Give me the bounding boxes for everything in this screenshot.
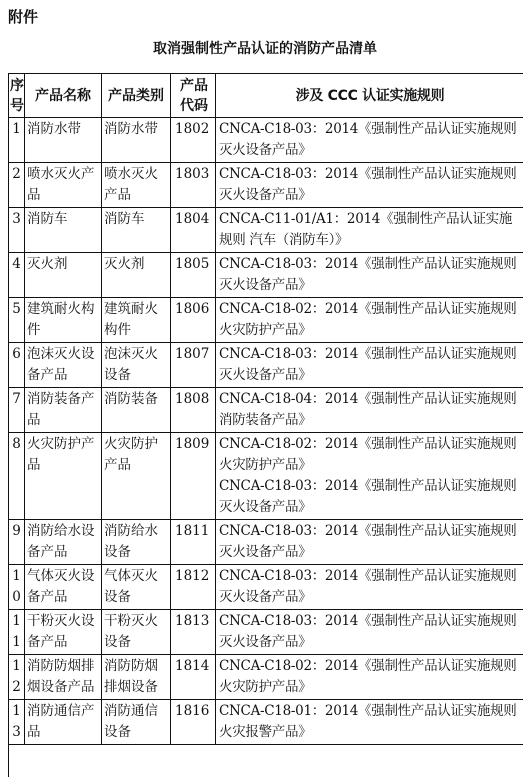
cell-ccc-rules — [216, 655, 524, 700]
ccc-rule-text: CNCA-C18-03：2014《强制性产品认证实施规则 灭火设备产品》 — [219, 568, 517, 605]
table-row — [9, 565, 523, 610]
cell-product-category: 气体灭火设备 — [102, 565, 171, 610]
table-row — [9, 700, 523, 745]
cell-product-name: 喷水灭火产品 — [25, 163, 102, 208]
cell-ccc-rules — [216, 298, 524, 343]
cell-product-category: 泡沫灭火设备 — [102, 343, 171, 388]
table-row — [9, 610, 523, 655]
product-table — [9, 74, 523, 745]
cell-product-category: 消防通信设备 — [102, 700, 171, 745]
cell-product-name: 建筑耐火构件 — [25, 298, 102, 343]
cell-no: 5 — [9, 298, 25, 343]
cell-product-category: 火灾防护产品 — [102, 433, 171, 520]
ccc-rule-text: CNCA-C18-03：2014《强制性产品认证实施规则 灭火设备产品》 — [219, 478, 517, 515]
cell-ccc-rules — [216, 163, 524, 208]
cell-product-code: 1804 — [171, 208, 216, 253]
cell-product-category: 喷水灭火产品 — [102, 163, 171, 208]
cell-no: 10 — [9, 565, 25, 610]
cell-no: 1 — [9, 118, 25, 163]
cell-ccc-rules — [216, 388, 524, 433]
col-header-name: 产品名称 — [25, 74, 102, 118]
cell-product-category: 建筑耐火构件 — [102, 298, 171, 343]
cell-product-name: 泡沫灭火设备产品 — [25, 343, 102, 388]
cell-product-code: 1808 — [171, 388, 216, 433]
table-row — [9, 388, 523, 433]
cell-product-category: 消防防烟排烟设备 — [102, 655, 171, 700]
cell-product-code: 1811 — [171, 520, 216, 565]
cell-ccc-rules — [216, 700, 524, 745]
col-header-rules: 涉及 CCC 认证实施规则 — [216, 74, 524, 118]
cell-product-category: 消防给水设备 — [102, 520, 171, 565]
ccc-rule-text: CNCA-C18-01：2014《强制性产品认证实施规则 火灾报警产品》 — [219, 703, 517, 740]
cell-product-code: 1812 — [171, 565, 216, 610]
cell-product-code: 1816 — [171, 700, 216, 745]
table-row — [9, 433, 523, 520]
cell-ccc-rules — [216, 520, 524, 565]
ccc-rule-text: CNCA-C18-03：2014《强制性产品认证实施规则 灭火设备产品》 — [219, 121, 517, 158]
cell-product-name: 消防防烟排烟设备产品 — [25, 655, 102, 700]
cell-ccc-rules — [216, 208, 524, 253]
cell-product-code: 1803 — [171, 163, 216, 208]
cell-no: 7 — [9, 388, 25, 433]
ccc-rule-text: CNCA-C18-03：2014《强制性产品认证实施规则 灭火设备产品》 — [219, 256, 517, 293]
cell-ccc-rules — [216, 253, 524, 298]
cell-no: 4 — [9, 253, 25, 298]
table-row — [9, 343, 523, 388]
cell-product-name: 干粉灭火设备产品 — [25, 610, 102, 655]
cell-no: 3 — [9, 208, 25, 253]
product-table-frame — [8, 73, 523, 777]
cell-product-code: 1805 — [171, 253, 216, 298]
cell-product-name: 气体灭火设备产品 — [25, 565, 102, 610]
table-row — [9, 520, 523, 565]
table-row — [9, 118, 523, 163]
col-header-category: 产品类别 — [102, 74, 171, 118]
ccc-rule-text: CNCA-C18-02：2014《强制性产品认证实施规则 火灾防护产品》 — [219, 436, 517, 473]
ccc-rule-text: CNCA-C18-02：2014《强制性产品认证实施规则 火灾防护产品》 — [219, 658, 517, 695]
annex-label: 附件 — [8, 8, 39, 26]
cell-ccc-rules — [216, 565, 524, 610]
cell-no: 2 — [9, 163, 25, 208]
cell-no: 9 — [9, 520, 25, 565]
table-row — [9, 253, 523, 298]
table-header-row — [9, 74, 523, 118]
cell-product-name: 灭火剂 — [25, 253, 102, 298]
table-row — [9, 655, 523, 700]
cell-product-code: 1814 — [171, 655, 216, 700]
table-row — [9, 298, 523, 343]
ccc-rule-text: CNCA-C18-04：2014《强制性产品认证实施规则 消防装备产品》 — [219, 391, 517, 428]
cell-ccc-rules — [216, 343, 524, 388]
cell-product-name: 消防水带 — [25, 118, 102, 163]
cell-product-name: 消防装备产品 — [25, 388, 102, 433]
cell-product-code: 1802 — [171, 118, 216, 163]
cell-product-category: 灭火剂 — [102, 253, 171, 298]
ccc-rule-text: CNCA-C18-03：2014《强制性产品认证实施规则 灭火设备产品》 — [219, 166, 517, 203]
cell-product-code: 1813 — [171, 610, 216, 655]
col-header-code: 产品代码 — [171, 74, 216, 118]
cell-no: 12 — [9, 655, 25, 700]
cell-no: 8 — [9, 433, 25, 520]
cell-product-name: 火灾防护产品 — [25, 433, 102, 520]
ccc-rule-text: CNCA-C18-02：2014《强制性产品认证实施规则 火灾防护产品》 — [219, 301, 517, 338]
ccc-rule-text: CNCA-C18-03：2014《强制性产品认证实施规则 灭火设备产品》 — [219, 613, 517, 650]
cell-product-name: 消防通信产品 — [25, 700, 102, 745]
cell-product-code: 1806 — [171, 298, 216, 343]
cell-ccc-rules — [216, 118, 524, 163]
ccc-rule-text: CNCA-C18-03：2014《强制性产品认证实施规则 灭火设备产品》 — [219, 346, 517, 383]
cell-product-code: 1807 — [171, 343, 216, 388]
cell-no: 13 — [9, 700, 25, 745]
cell-ccc-rules — [216, 433, 524, 520]
col-header-no: 序号 — [9, 74, 25, 118]
cell-product-category: 消防水带 — [102, 118, 171, 163]
cell-product-name: 消防给水设备产品 — [25, 520, 102, 565]
cell-product-category: 干粉灭火设备 — [102, 610, 171, 655]
document-title: 取消强制性产品认证的消防产品清单 — [153, 41, 377, 57]
table-row — [9, 208, 523, 253]
table-body — [9, 118, 523, 745]
cell-product-category: 消防装备 — [102, 388, 171, 433]
cell-no: 11 — [9, 610, 25, 655]
ccc-rule-text: CNCA-C18-03：2014《强制性产品认证实施规则 灭火设备产品》 — [219, 523, 517, 560]
cell-product-code: 1809 — [171, 433, 216, 520]
cell-product-name: 消防车 — [25, 208, 102, 253]
cell-product-category: 消防车 — [102, 208, 171, 253]
cell-no: 6 — [9, 343, 25, 388]
table-row — [9, 163, 523, 208]
ccc-rule-text: CNCA-C11-01/A1：2014《强制性产品认证实施规则 汽车（消防车）》 — [219, 211, 513, 248]
cell-ccc-rules — [216, 610, 524, 655]
